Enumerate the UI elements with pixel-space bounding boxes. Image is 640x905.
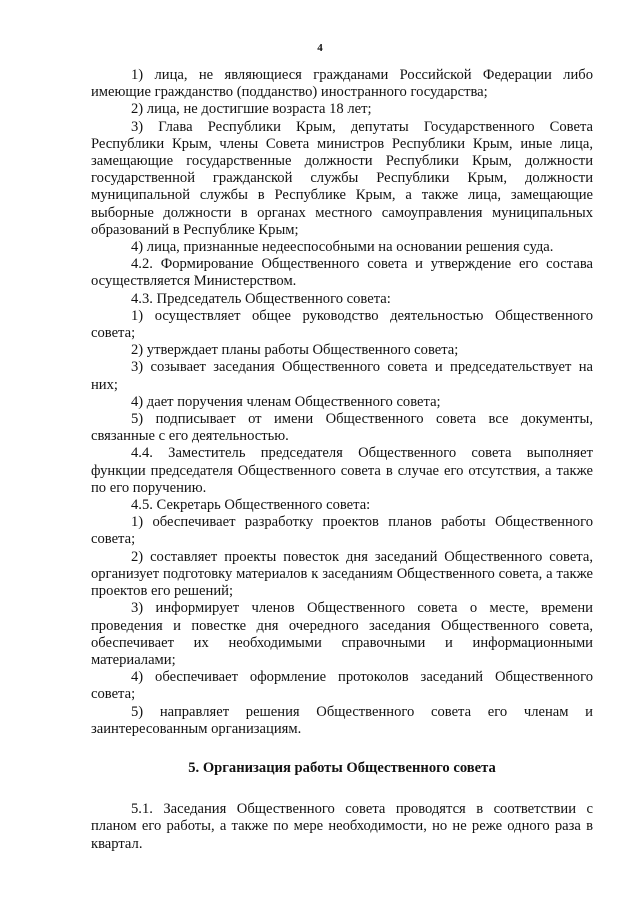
paragraph: 1) обеспечивает разработку проектов планов работы Общественного совета; [91, 514, 593, 548]
paragraph: 2) утверждает планы работы Общественного совета; [131, 342, 459, 359]
paragraph: 5) подписывает от имени Общественного совета все документы, связанные с его деятельностью. [91, 411, 593, 445]
document-body [91, 67, 593, 853]
paragraph: 3) созывает заседания Общественного совета и председательствует на них; [91, 359, 593, 393]
page-number: 4 [317, 42, 323, 54]
paragraph: 4.3. Председатель Общественного совета: [131, 290, 391, 307]
paragraph: 4.5. Секретарь Общественного совета: [131, 497, 371, 514]
paragraph: 4) лица, признанные недееспособными на основании решения суда. [131, 239, 554, 256]
paragraph: 1) осуществляет общее руководство деятельностью Общественного совета; [91, 307, 593, 342]
paragraph: 5.1. Заседания Общественного совета проводятся в соответствии с планом его работы, а также по мере необходимости, но не реже одного раза в квартал. [91, 801, 593, 852]
paragraph: 5) направляет решения Общественного совета его членам и заинтересованным организациям. [91, 703, 593, 737]
paragraph: 2) составляет проекты повесток дня заседаний Общественного совета, организует подготовку материалов к заседаниям Общественного совета, а также проектов его решений; [91, 548, 593, 600]
paragraph: 3) информирует членов Общественного совета о месте, времени проведения и повестке дня очередного заседания Общественного совета, обеспечивает их необходимыми справочными и информационными материалами; [91, 600, 593, 668]
section-heading: 5. Организация работы Общественного совета [188, 759, 496, 776]
paragraph: 3) Глава Республики Крым, депутаты Государственного Совета Республики Крым, члены Совета министров Республики Крым, иные лица, замещающие государственные должности Республики Крым, должности государственной гражданской службы Республики Крым, должности муниципальной службы в Республике Крым, а также лица, замещающие выборные должности в органах местного самоуправления муниципальных образований в Республике Крым; [91, 118, 593, 238]
paragraph: 1) лица, не являющиеся гражданами Российской Федерации либо имеющие гражданство (подданство) иностранного государства; [91, 67, 593, 101]
paragraph: 4) обеспечивает оформление протоколов заседаний Общественного совета; [91, 669, 593, 703]
paragraph: 4) дает поручения членам Общественного совета; [131, 393, 441, 410]
paragraph: 4.2. Формирование Общественного совета и утверждение его состава осуществляется Министерством. [91, 256, 593, 290]
paragraph: 4.4. Заместитель председателя Общественного совета выполняет функции председателя Общественного совета в случае его отсутствия, а также по его поручению. [91, 445, 593, 496]
paragraph: 2) лица, не достигшие возраста 18 лет; [131, 101, 372, 118]
